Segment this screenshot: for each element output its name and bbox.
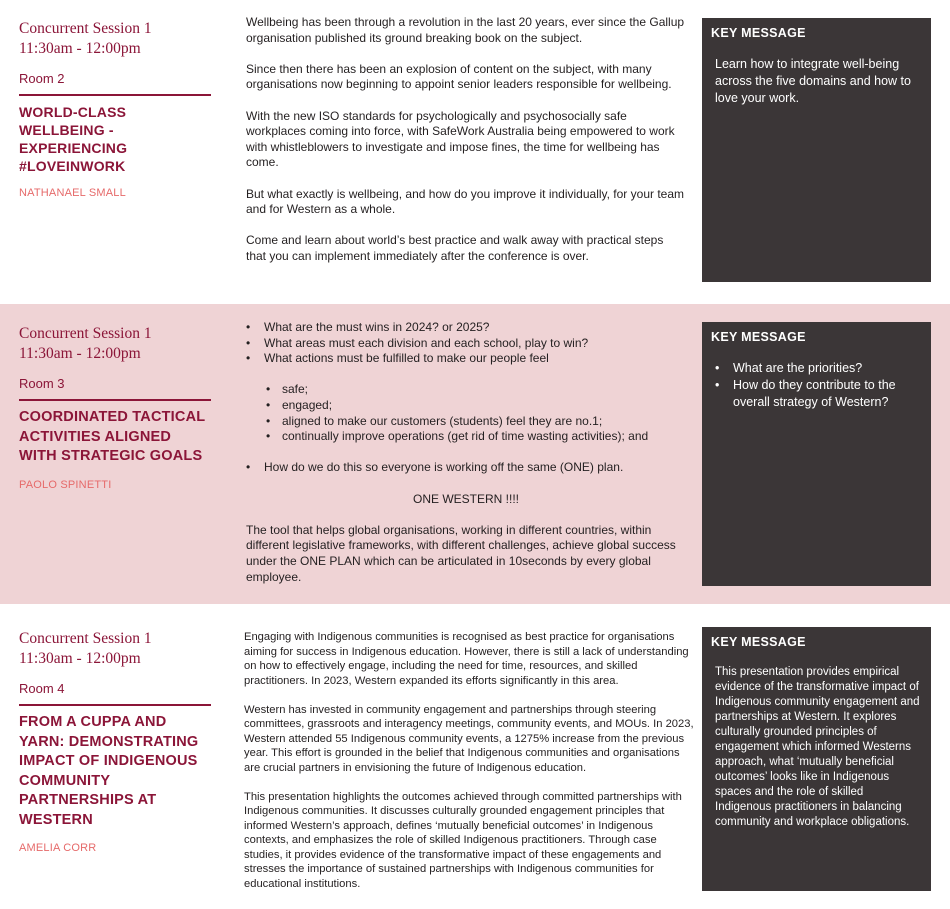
room-label: Room 3 bbox=[19, 376, 65, 391]
talk-title: FROM A CUPPA AND YARN: DEMONSTRATING IMPACT OF INDIGENOUS COMMUNITY PARTNERSHIPS AT WESTERN bbox=[19, 714, 199, 828]
list-item: • safe; bbox=[246, 382, 686, 398]
key-message-heading: KEY MESSAGE bbox=[711, 26, 806, 40]
session-room-4 bbox=[0, 604, 950, 909]
list-item: • What areas must each division and each school, play to win? bbox=[246, 336, 686, 352]
paragraph: Wellbeing has been through a revolution in the last 20 years, ever since the Gallup organisation published its ground breaking book on the subject. bbox=[246, 15, 685, 45]
session-name: Concurrent Session 1 bbox=[19, 20, 152, 37]
session-info bbox=[19, 629, 211, 854]
session-info bbox=[19, 19, 211, 199]
question-list-2 bbox=[246, 460, 686, 476]
paragraph: Engaging with Indigenous communities is recognised as best practice for organisations aiming for success in Indigenous education. However, there is still a lack of understanding on how to effectively engage, including the need for time, resources, and skilled practitioners. In 2023, Western expanded its efforts significantly in this area. bbox=[244, 631, 689, 687]
key-message-heading: KEY MESSAGE bbox=[711, 635, 806, 649]
session-description bbox=[246, 15, 686, 280]
divider bbox=[19, 94, 211, 96]
speaker-name: PAOLO SPINETTI bbox=[19, 478, 112, 491]
list-item: • What actions must be fulfilled to make our people feel bbox=[246, 351, 686, 367]
session-room-2 bbox=[0, 0, 950, 304]
list-item: • aligned to make our customers (students) feel they are no.1; bbox=[246, 414, 686, 430]
list-item: • How do we do this so everyone is working off the same (ONE) plan. bbox=[246, 460, 686, 476]
session-description bbox=[246, 320, 686, 585]
key-message-box bbox=[702, 322, 931, 586]
question-list bbox=[246, 320, 686, 367]
paragraph: Come and learn about world’s best practice and walk away with practical steps that you can implement immediately after the conference is over. bbox=[246, 233, 664, 263]
divider bbox=[19, 704, 211, 706]
list-item: • What are the must wins in 2024? or 2025? bbox=[246, 320, 686, 336]
session-name: Concurrent Session 1 bbox=[19, 325, 152, 342]
list-item: • engaged; bbox=[246, 398, 686, 414]
key-message-text: Learn how to integrate well-being across the five domains and how to love your work. bbox=[715, 57, 911, 105]
list-item: • What are the priorities? bbox=[711, 360, 921, 377]
session-room-3 bbox=[0, 304, 950, 604]
paragraph: The tool that helps global organisations, working in different countries, within different legislative frameworks, with different challenges, achieve global success under the ONE PLAN which can be articulated in 10seconds by every global employee. bbox=[246, 522, 676, 584]
key-message-list bbox=[711, 360, 921, 410]
room-label: Room 4 bbox=[19, 681, 65, 696]
session-time: 11:30am - 12:00pm bbox=[19, 345, 141, 362]
paragraph: Since then there has been an explosion of content on the subject, with many organisations now beginning to appoint senior leaders responsible for wellbeing. bbox=[246, 61, 672, 92]
key-message-box bbox=[702, 18, 931, 282]
key-message-text: This presentation provides empirical evidence of the transformative impact of Indigenous community engagement and partnerships at Western. It explores culturally grounded principles of engagement which informed Westerns approach, what ‘mutually beneficial outcomes’ looks like in Indigenous spaces and the role of skilled Indigenous practitioners in balancing community and workplace obligations. bbox=[715, 666, 920, 828]
paragraph: With the new ISO standards for psychologically and psychosocially safe workplaces coming into force, with SafeWork Australia being empowered to work with whistleblowers to investigate and impose fines, the time for wellbeing has come. bbox=[246, 108, 675, 170]
key-message-heading: KEY MESSAGE bbox=[711, 330, 806, 344]
paragraph: Western has invested in community engagement and partnerships through steering committees, grassroots and interagency meetings, community events, and MOUs. In 2023, Western attended 55 Indigenous community events, a 1275% increase from the previous year. This effort is grounded in the belief that Indigenous communities and organisations are crucial partners in envisioning the future of Indigenous education. bbox=[244, 703, 694, 774]
speaker-name: NATHANAEL SMALL bbox=[19, 187, 126, 199]
divider bbox=[19, 399, 211, 401]
talk-title: COORDINATED TACTICAL ACTIVITIES ALIGNED WITH STRATEGIC GOALS bbox=[19, 409, 206, 464]
session-time: 11:30am - 12:00pm bbox=[19, 650, 141, 667]
list-item: • How do they contribute to the overall strategy of Western? bbox=[711, 377, 921, 411]
room-label: Room 2 bbox=[19, 71, 65, 86]
sub-list bbox=[246, 382, 686, 444]
session-name: Concurrent Session 1 bbox=[19, 630, 152, 647]
list-item: • continually improve operations (get rid of time wasting activities); and bbox=[246, 429, 686, 445]
centered-slogan: ONE WESTERN !!!! bbox=[412, 491, 519, 506]
speaker-name: AMELIA CORR bbox=[19, 842, 97, 854]
session-description bbox=[244, 630, 696, 891]
session-info bbox=[19, 324, 211, 491]
session-time: 11:30am - 12:00pm bbox=[19, 40, 141, 57]
key-message-box bbox=[702, 627, 931, 891]
talk-title: WORLD-CLASS WELLBEING - EXPERIENCING #LOVEINWORK bbox=[19, 104, 128, 174]
paragraph: But what exactly is wellbeing, and how do you improve it individually, for your team and for Western as a whole. bbox=[246, 186, 684, 217]
paragraph: This presentation highlights the outcomes achieved through committed partnerships with Indigenous communities. It discusses culturally grounded engagement principles that informed Western’s approach, defines ‘mutually beneficial outcomes’ in Indigenous contexts, and emphasizes the role of skilled Indigenous practitioners. Through case studies, it provides evidence of the transformative impact of these engagements and stresses the importance of sustained partnerships with Indigenous communities for educational institutions. bbox=[244, 790, 682, 890]
